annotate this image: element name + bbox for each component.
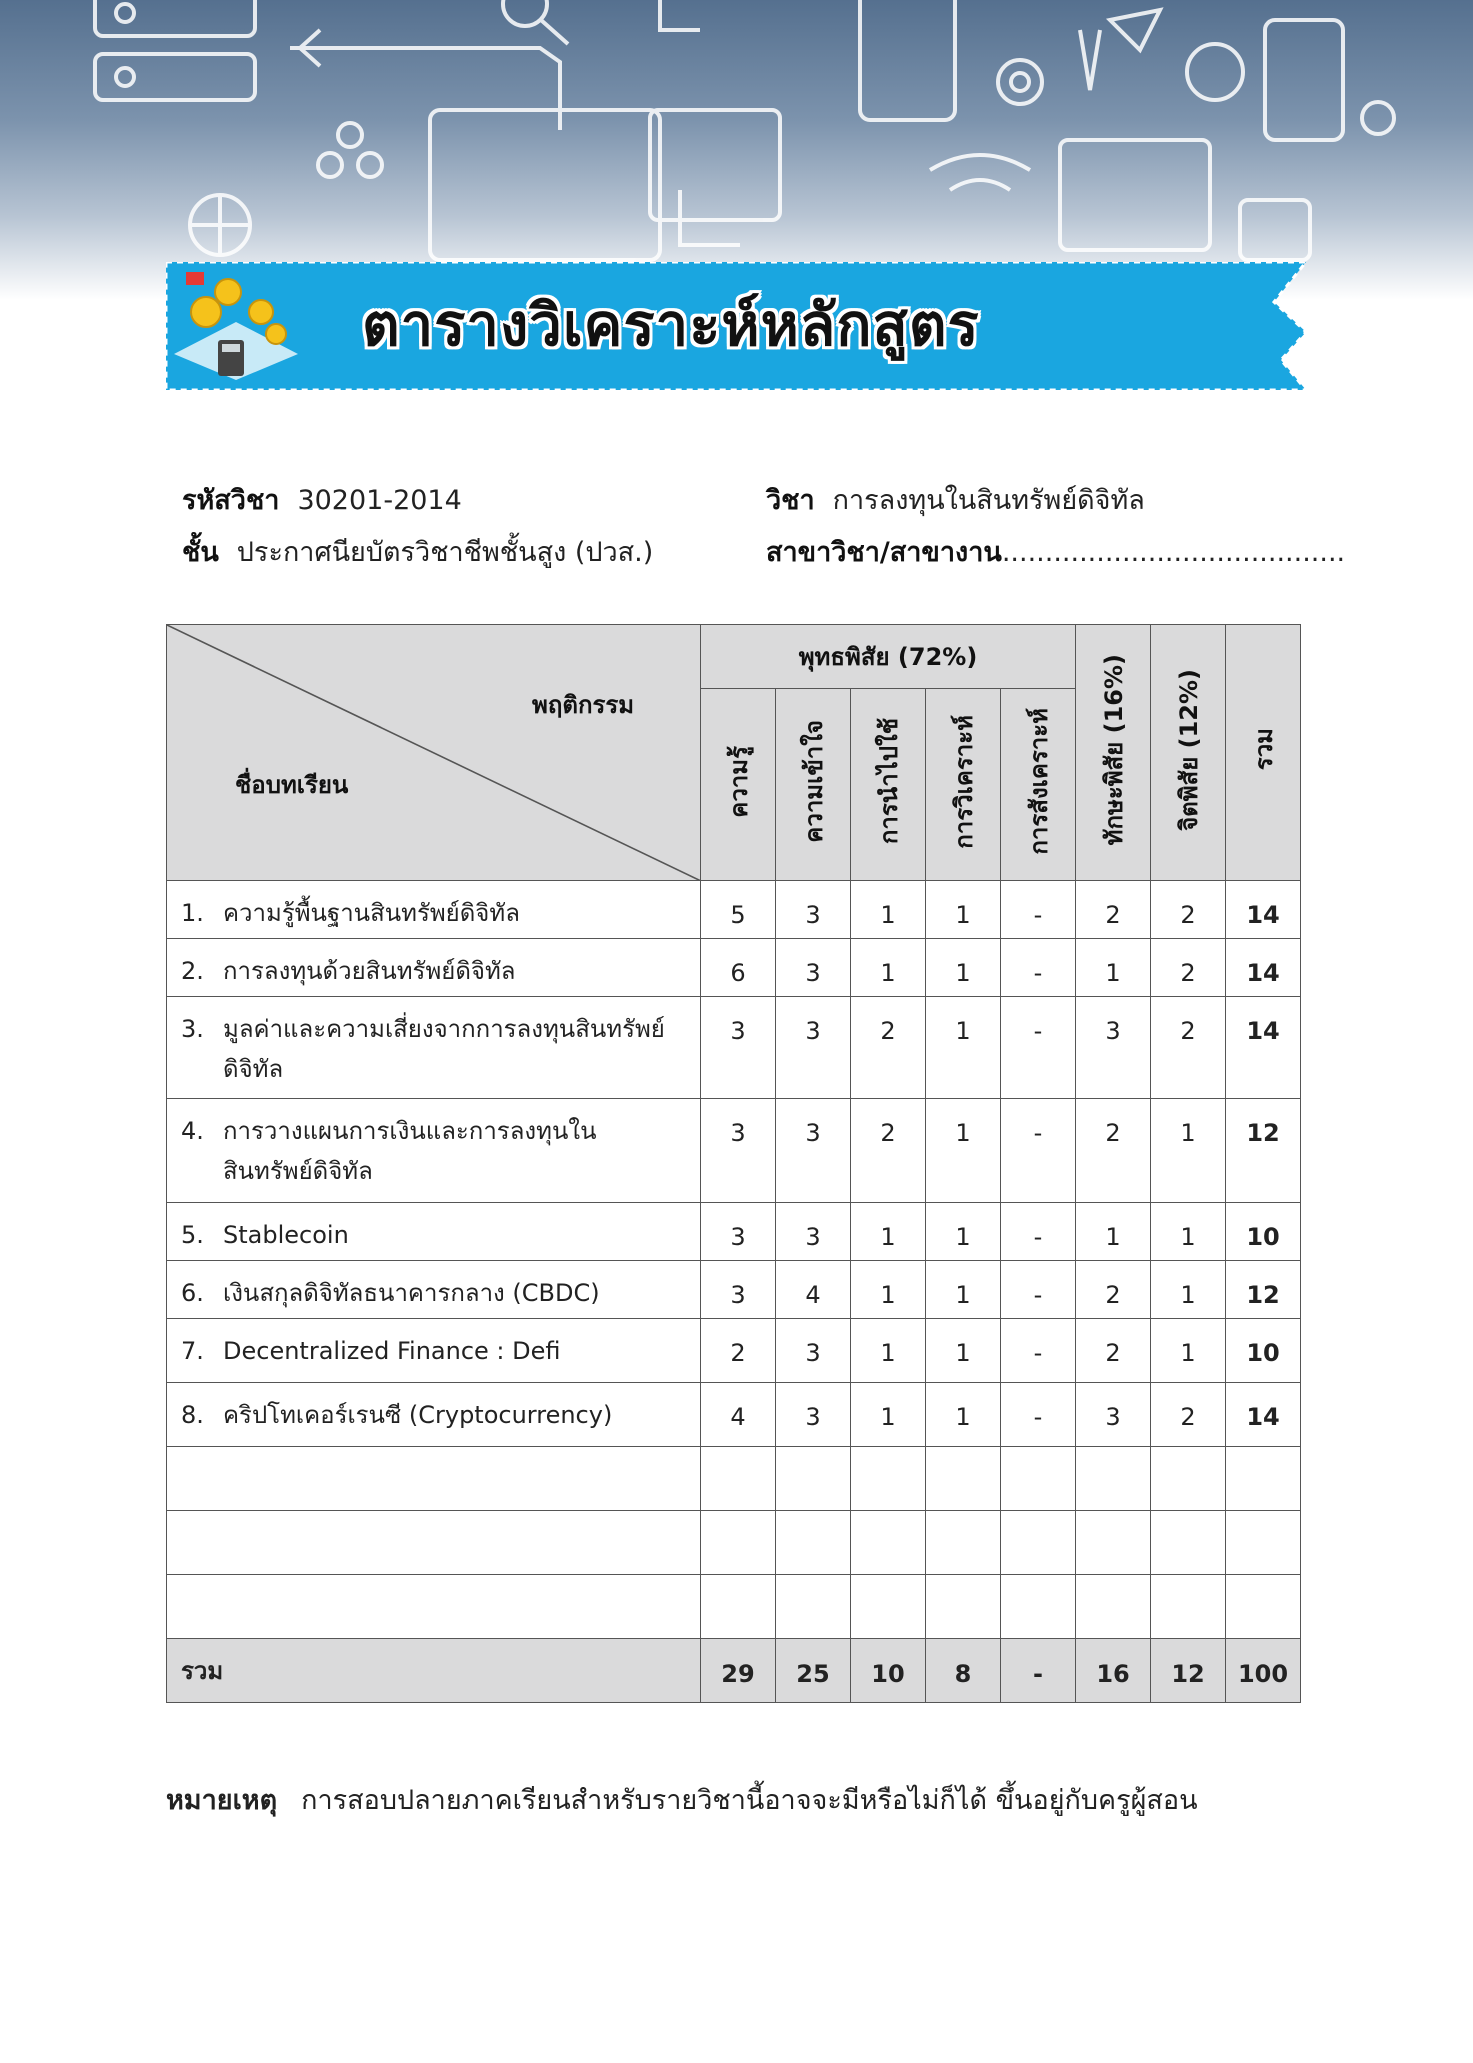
- value-cell: 2: [1076, 881, 1151, 939]
- subject-line: [766, 478, 1145, 521]
- value-cell: 3: [701, 1099, 776, 1203]
- application-header: การนำไปใช้: [851, 689, 926, 881]
- coins-calculator-illustration: [166, 262, 306, 380]
- value-cell: -: [1001, 1319, 1076, 1383]
- total-cell: 8: [926, 1639, 1001, 1703]
- value-cell: 1: [1151, 1099, 1226, 1203]
- row-total-cell: 14: [1226, 997, 1301, 1099]
- row-total-cell: 12: [1226, 1261, 1301, 1319]
- value-cell: 1: [1151, 1203, 1226, 1261]
- total-cell: 29: [701, 1639, 776, 1703]
- table-row: [167, 1099, 1301, 1203]
- value-cell: 2: [1076, 1319, 1151, 1383]
- value-cell: 2: [1151, 881, 1226, 939]
- value-cell: 1: [926, 1319, 1001, 1383]
- course-code-value: 30201-2014: [297, 485, 462, 516]
- lesson-name-cell: 1. ความรู้พื้นฐานสินทรัพย์ดิจิทัล: [167, 881, 701, 939]
- branch-line: [766, 530, 1345, 573]
- value-cell: 3: [776, 939, 851, 997]
- empty-row: [167, 1447, 1301, 1511]
- value-cell: 2: [1151, 939, 1226, 997]
- value-cell: -: [1001, 1099, 1076, 1203]
- analysis-header: การวิเคราะห์: [926, 689, 1001, 881]
- level-value: ประกาศนียบัตรวิชาชีพชั้นสูง (ปวส.): [236, 537, 654, 568]
- row-total-cell: 14: [1226, 939, 1301, 997]
- value-cell: 1: [926, 881, 1001, 939]
- value-cell: 5: [701, 881, 776, 939]
- level-label: ชั้น: [182, 537, 219, 568]
- lesson-name-cell: 4. การวางแผนการเงินและการลงทุนในสินทรัพย์ดิจิทัล: [167, 1099, 701, 1203]
- note-text: การสอบปลายภาคเรียนสำหรับรายวิชานี้อาจจะมีหรือไม่ก็ได้ ขึ้นอยู่กับครูผู้สอน: [301, 1785, 1198, 1816]
- value-cell: 1: [851, 1203, 926, 1261]
- value-cell: 1: [851, 1261, 926, 1319]
- psychomotor-header: ทักษะพิสัย (16%): [1076, 625, 1151, 881]
- value-cell: 1: [1076, 1203, 1151, 1261]
- value-cell: 1: [926, 1261, 1001, 1319]
- value-cell: 3: [776, 1383, 851, 1447]
- table-row: [167, 997, 1301, 1099]
- total-row: [167, 1639, 1301, 1703]
- lesson-name-label: ชื่อบทเรียน: [235, 771, 349, 799]
- header-row-1: [167, 625, 1301, 689]
- lesson-name-cell: 2. การลงทุนด้วยสินทรัพย์ดิจิทัล: [167, 939, 701, 997]
- total-cell: 16: [1076, 1639, 1151, 1703]
- total-cell: 10: [851, 1639, 926, 1703]
- level-line: [182, 530, 653, 573]
- value-cell: 3: [776, 1099, 851, 1203]
- tech-line-art: [0, 0, 1473, 300]
- table-row: [167, 939, 1301, 997]
- knowledge-header: ความรู้: [701, 689, 776, 881]
- value-cell: 1: [851, 1319, 926, 1383]
- total-header: รวม: [1226, 625, 1301, 881]
- grand-total-cell: 100: [1226, 1639, 1301, 1703]
- value-cell: 1: [851, 939, 926, 997]
- row-total-cell: 14: [1226, 881, 1301, 939]
- lesson-name-cell: 7. Decentralized Finance : Defi: [167, 1319, 701, 1383]
- header-background: [0, 0, 1473, 300]
- note-label: หมายเหตุ: [166, 1785, 278, 1816]
- value-cell: 3: [701, 997, 776, 1099]
- table-row: [167, 1383, 1301, 1447]
- value-cell: 4: [701, 1383, 776, 1447]
- value-cell: 1: [926, 939, 1001, 997]
- lesson-name-cell: 8. คริปโทเคอร์เรนซี (Cryptocurrency): [167, 1383, 701, 1447]
- value-cell: -: [1001, 1203, 1076, 1261]
- value-cell: 2: [1076, 1261, 1151, 1319]
- table-row: [167, 1319, 1301, 1383]
- behavior-label: พฤติกรรม: [532, 691, 635, 719]
- footnote: [166, 1778, 1198, 1821]
- title-ribbon: [166, 262, 1306, 390]
- value-cell: 1: [1151, 1319, 1226, 1383]
- lesson-name-cell: 6. เงินสกุลดิจิทัลธนาคารกลาง (CBDC): [167, 1261, 701, 1319]
- comprehension-header: ความเข้าใจ: [776, 689, 851, 881]
- table-row: [167, 1261, 1301, 1319]
- value-cell: -: [1001, 1383, 1076, 1447]
- empty-row: [167, 1575, 1301, 1639]
- value-cell: 1: [926, 1099, 1001, 1203]
- value-cell: 2: [1151, 997, 1226, 1099]
- value-cell: 1: [851, 881, 926, 939]
- row-total-cell: 10: [1226, 1203, 1301, 1261]
- value-cell: 6: [701, 939, 776, 997]
- value-cell: 3: [776, 997, 851, 1099]
- row-total-cell: 10: [1226, 1319, 1301, 1383]
- row-total-cell: 12: [1226, 1099, 1301, 1203]
- synthesis-header: การสังเคราะห์: [1001, 689, 1076, 881]
- value-cell: 2: [1076, 1099, 1151, 1203]
- value-cell: 2: [701, 1319, 776, 1383]
- table-row: [167, 1203, 1301, 1261]
- value-cell: 4: [776, 1261, 851, 1319]
- subject-value: การลงทุนในสินทรัพย์ดิจิทัล: [832, 485, 1145, 516]
- value-cell: 2: [851, 1099, 926, 1203]
- total-cell: 25: [776, 1639, 851, 1703]
- value-cell: -: [1001, 1261, 1076, 1319]
- diagonal-line: [167, 625, 701, 881]
- total-label: รวม: [167, 1639, 701, 1703]
- value-cell: 2: [851, 997, 926, 1099]
- total-cell: -: [1001, 1639, 1076, 1703]
- value-cell: 3: [776, 1319, 851, 1383]
- value-cell: 3: [701, 1203, 776, 1261]
- value-cell: 2: [1151, 1383, 1226, 1447]
- value-cell: 3: [1076, 997, 1151, 1099]
- value-cell: 1: [851, 1383, 926, 1447]
- curriculum-analysis-table: [166, 624, 1301, 1703]
- value-cell: 3: [1076, 1383, 1151, 1447]
- value-cell: 3: [776, 1203, 851, 1261]
- corner-header: [167, 625, 701, 881]
- value-cell: -: [1001, 881, 1076, 939]
- value-cell: 1: [926, 1383, 1001, 1447]
- value-cell: -: [1001, 939, 1076, 997]
- cognitive-domain-header: พุทธพิสัย (72%): [701, 625, 1076, 689]
- table-row: [167, 881, 1301, 939]
- value-cell: 3: [701, 1261, 776, 1319]
- course-code-label: รหัสวิชา: [182, 485, 280, 516]
- branch-label: สาขาวิชา/สาขางาน: [766, 537, 1002, 568]
- lesson-name-cell: 3. มูลค่าและความเสี่ยงจากการลงทุนสินทรัพย์ดิจิทัล: [167, 997, 701, 1099]
- page-title: ตารางวิเคราะห์หลักสูตร: [362, 291, 980, 359]
- subject-label: วิชา: [766, 485, 815, 516]
- branch-value: ........................................: [1001, 537, 1346, 568]
- value-cell: 3: [776, 881, 851, 939]
- empty-row: [167, 1511, 1301, 1575]
- affective-header: จิตพิสัย (12%): [1151, 625, 1226, 881]
- lesson-name-cell: 5. Stablecoin: [167, 1203, 701, 1261]
- value-cell: 1: [926, 997, 1001, 1099]
- value-cell: 1: [1076, 939, 1151, 997]
- course-code-line: [182, 478, 462, 521]
- total-cell: 12: [1151, 1639, 1226, 1703]
- value-cell: 1: [926, 1203, 1001, 1261]
- value-cell: -: [1001, 997, 1076, 1099]
- row-total-cell: 14: [1226, 1383, 1301, 1447]
- value-cell: 1: [1151, 1261, 1226, 1319]
